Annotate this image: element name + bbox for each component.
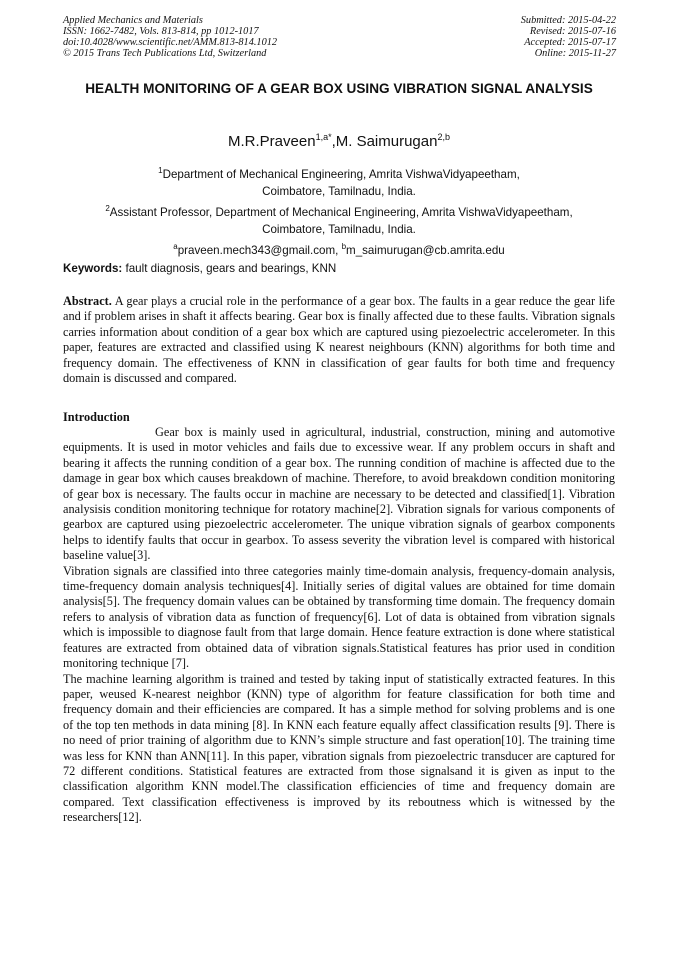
abstract [63,294,615,386]
email-mark: a [173,241,178,251]
affiliation-line [60,162,618,183]
online-date: Online: 2015-11-27 [534,48,616,59]
paragraph: Vibration signals are classified into three categories mainly time-domain analysis, frequency-domain analysis, time-frequency domain analysis techniques[4]. Initially series of digital values are obtained for time domain analysis[5]. The frequency domain values can be obtained by transforming time domain. The frequency domain refers to analysis of vibration data as function of frequency[6]. Lot of data is obtained from vibration signals which is impossible to diagnose fault from that large domain. Hence feature extraction is done where statistical features are extracted from obtained data of vibration signals.Statistical features has prior used in condition monitoring technique [7]. [63,563,615,671]
paper-title: HEALTH MONITORING OF A GEAR BOX USING VIBRATION SIGNAL ANALYSIS [85,81,593,96]
keywords-label: Keywords: [63,262,123,275]
doi-line: doi:10.4028/www.scientific.net/AMM.813-814.1012 [63,37,278,48]
author-name: M.R.Praveen [228,133,316,150]
section-heading-introduction: Introduction [63,410,130,424]
email-address: praveen.mech343@gmail.com, [177,243,342,257]
abstract-text: A gear plays a crucial role in the performance of a gear box. The faults in a gear reduce the gear life and if problem arises in shaft it affects bearing. Gear box is finally affected due to these faults. Vibration signals carries information about condition of a gear box which are captured using piezoelectric accelerometer. In this paper, features are extracted and classified using K nearest neighbours (KNN) algorithms for both time and frequency domain. The effectiveness of KNN in classification of gear faults for both time and frequency domain is discussed and compared. [63,294,615,386]
publication-dates [521,15,616,59]
author-list [60,128,618,151]
affiliation-line [60,200,618,221]
abstract-label: Abstract. [63,294,112,308]
copyright-line: © 2015 Trans Tech Publications Ltd, Switzerland [63,48,267,59]
journal-name: Applied Mechanics and Materials [63,15,203,26]
keywords-text: fault diagnosis, gears and bearings, KNN [122,262,337,275]
author-separator: , [331,133,336,150]
paragraph: The machine learning algorithm is trained and tested by taking input of statistically extracted features. In this paper, weused K-nearest neighbor (KNN) type of algorithm for feature classification for both time and frequency domain and their efficiencies are compared. It has a simple method for solving problems and is one of the top ten methods in data mining [8]. In KNN each feature equally affect classification results [9]. There is no need of prior training of algorithm due to KNN’s simple structure and fast operation[10]. The training time was less for KNN than ANN[11]. In this paper, vibration signals from piezoelectric transducer are captured for 72 different conditions. Statistical features are extracted from those signalsand it is given as input to the classification algorithm KNN model.The classification efficiencies of time and frequency domain are compared. Text classification effectiveness is improved by its reboutness which is witnessed by the researchers[12]. [63,671,615,825]
revised-date: Revised: 2015-07-16 [529,26,616,37]
affiliation-line: Coimbatore, Tamilnadu, India. [262,222,416,236]
author-affiliation-mark: 1,a* [315,132,332,142]
affiliation-mark: 1 [158,166,163,175]
email-line [60,238,618,259]
issn-line: ISSN: 1662-7482, Vols. 813-814, pp 1012-1017 [63,26,259,37]
affiliation-mark: 2 [105,203,110,213]
paragraph: Gear box is mainly used in agricultural, industrial, construction, mining and automotive equipments. It is used in motor vehicles and fails due to excessive wear. If any problem occurs in shaft and bearing it affects the running condition of a gear box. The running condition of machine is affected due to the damage in gear box which causes breakdown of machine. Therefore, to avoid breakdown condition monitoring of gear box is necessary. The faults occur in machine are necessary to be detected and classified[1]. Vibration analysisis condition monitoring technique for rotatory machine[2]. Vibration signals for various components of gearbox are captured using piezoelectric accelerometer. The unique vibration signals of gearbox components helps to identify faults that occur in gearbox. To assess severity the vibration level is compared with historical baseline value[3]. [63,425,615,563]
affiliations [60,162,618,259]
journal-info [63,15,277,59]
email-mark: b [341,241,347,251]
affiliation-line: Coimbatore, Tamilnadu, India. [262,184,416,198]
email-address: m_saimurugan@cb.amrita.edu [346,243,505,257]
author-affiliation-mark: 2,b [437,132,450,142]
author-name: M. Saimurugan [335,133,438,150]
accepted-date: Accepted: 2015-07-17 [524,37,616,48]
affiliation-text: Assistant Professor, Department of Mechanical Engineering, Amrita VishwaVidyapeetham, [109,205,573,219]
submitted-date: Submitted: 2015-04-22 [520,15,616,26]
keywords [63,261,336,277]
affiliation-text: Department of Mechanical Engineering, Amrita VishwaVidyapeetham, [162,167,520,181]
introduction-body [63,425,615,826]
